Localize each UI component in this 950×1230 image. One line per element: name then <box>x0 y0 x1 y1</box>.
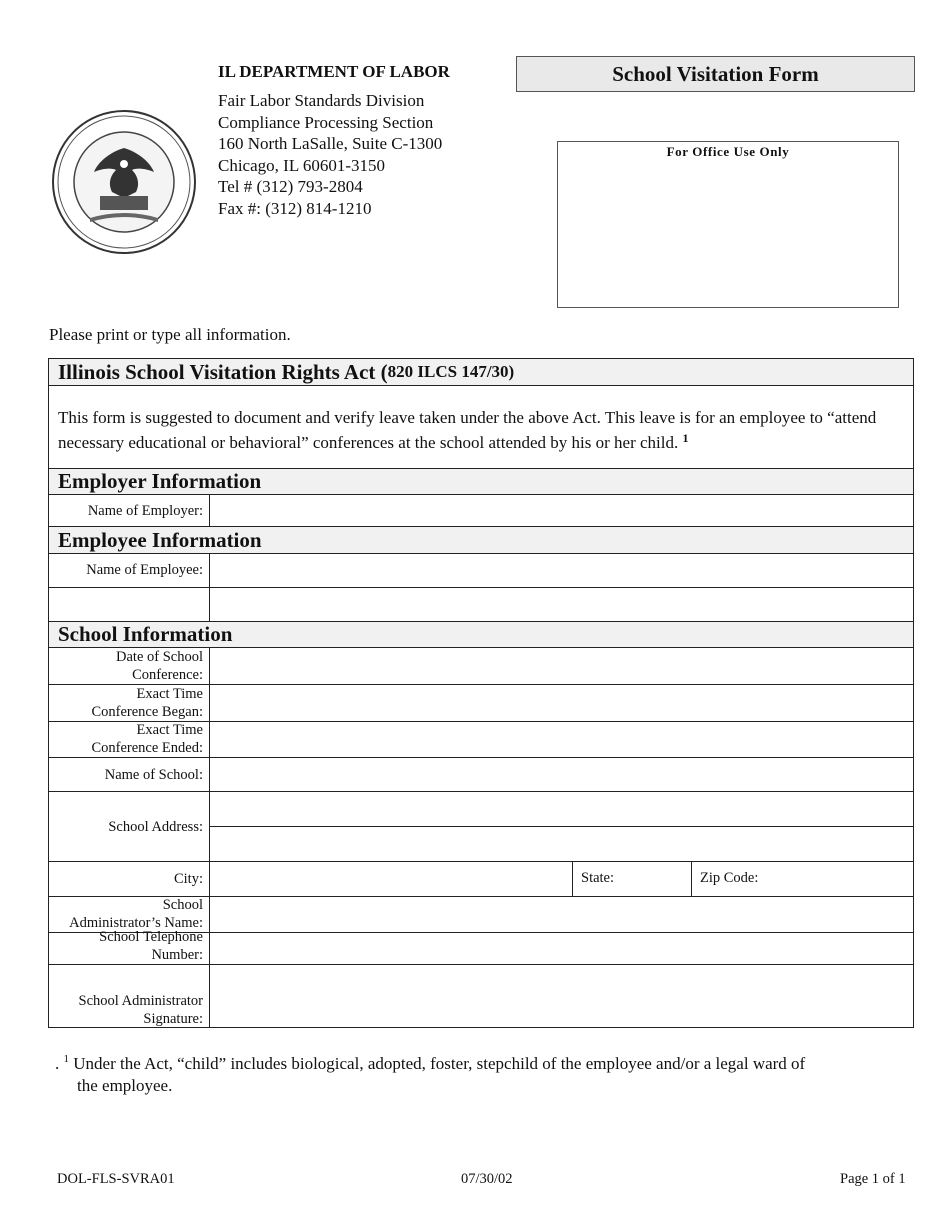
footnote-marker: 1 <box>63 1053 69 1065</box>
employee-name-label: Name of Employee: <box>86 562 203 578</box>
print-instructions: Please print or type all information. <box>49 325 291 344</box>
address-line: Fair Labor Standards Division <box>218 91 425 110</box>
label-line: Number: <box>151 947 203 963</box>
employee-name-field[interactable] <box>210 554 913 586</box>
office-use-box <box>557 141 899 308</box>
school-name-label: Name of School: <box>104 766 203 783</box>
form-date: 07/30/02 <box>461 1171 513 1187</box>
label-line: School Telephone <box>99 929 203 945</box>
address-line: Tel # (312) 793-2804 <box>218 177 363 197</box>
page-number: Page 1 of 1 <box>840 1171 906 1187</box>
employee-section-heading: Employee Information <box>49 527 913 553</box>
state-field[interactable] <box>629 862 691 896</box>
conference-date-label <box>49 648 209 684</box>
office-use-label: For Office Use Only <box>666 144 790 159</box>
label-line: Administrator’s Name: <box>69 915 203 931</box>
address-line: Chicago, IL 60601-3150 <box>218 155 385 175</box>
school-name-field[interactable] <box>210 758 913 791</box>
employer-name-label: Name of Employer: <box>87 502 203 519</box>
employer-name-field[interactable] <box>210 495 913 526</box>
employer-section-heading: Employer Information <box>49 469 913 494</box>
conference-begin-label <box>49 685 209 721</box>
city-field[interactable] <box>210 862 572 896</box>
label-line: Exact Time <box>136 722 203 738</box>
address-line: 160 North LaSalle, Suite C-1300 <box>218 134 443 154</box>
footnote-text: Under the Act, “child” includes biological, adopted, foster, stepchild of the employee and/or a legal ward of <box>73 1054 806 1073</box>
school-phone-label <box>49 929 209 964</box>
school-address-line2-field[interactable] <box>210 827 913 861</box>
seal-graphic <box>50 108 198 256</box>
label-line: Conference Began: <box>91 704 203 720</box>
act-title-main: Illinois School Visitation Rights Act ( <box>58 359 388 384</box>
address-line: Fax #: (312) 814-1210 <box>218 198 372 218</box>
city-label: City: <box>173 871 203 887</box>
admin-name-label <box>49 897 209 932</box>
school-address-line1-field[interactable] <box>210 792 913 826</box>
label-line: Conference: <box>132 667 203 683</box>
state-label: State: <box>581 870 615 886</box>
address-line: Compliance Processing Section <box>218 112 434 132</box>
footnote-prefix: . <box>55 1054 60 1073</box>
conference-end-label <box>49 722 209 757</box>
conference-begin-field[interactable] <box>210 685 913 721</box>
label-line: School Administrator <box>78 993 203 1009</box>
act-intro-text <box>58 407 903 453</box>
school-phone-field[interactable] <box>210 933 913 964</box>
footnote-line <box>55 1048 855 1075</box>
conference-end-field[interactable] <box>210 722 913 757</box>
label-line: Conference Ended: <box>91 740 203 756</box>
employee-name-field-extra[interactable] <box>210 588 913 621</box>
zip-code-label: Zip Code: <box>700 870 759 886</box>
footnote <box>55 1048 855 1097</box>
form-code: DOL-FLS-SVRA01 <box>57 1171 175 1187</box>
act-title <box>49 359 913 385</box>
department-name: IL DEPARTMENT OF LABOR <box>218 62 450 81</box>
visitation-form-table <box>48 358 914 1028</box>
form-title: School Visitation Form <box>516 56 915 92</box>
label-line: School <box>162 897 203 913</box>
act-title-citation: 820 ILCS 147/30) <box>387 362 515 381</box>
label-line: Date of School <box>116 649 203 665</box>
admin-name-field[interactable] <box>210 897 913 932</box>
admin-signature-label <box>49 965 209 1028</box>
footnote-line: the employee. <box>77 1076 173 1095</box>
school-address-label: School Address: <box>108 818 203 835</box>
school-section-heading: School Information <box>49 622 913 647</box>
intro-footnote-ref: 1 <box>682 431 689 445</box>
label-line: Signature: <box>143 1011 203 1027</box>
conference-date-field[interactable] <box>210 648 913 684</box>
admin-signature-field[interactable] <box>210 965 913 1028</box>
intro-paragraph: This form is suggested to document and verify leave taken under the above Act. This leave is for an employee to “attend necessary educational or behavioral” conferences at the school attended by his or her child. <box>58 408 877 452</box>
label-line: Exact Time <box>136 686 203 702</box>
state-seal-logo <box>50 108 198 256</box>
department-address <box>218 90 442 220</box>
zip-code-field[interactable] <box>769 862 913 896</box>
